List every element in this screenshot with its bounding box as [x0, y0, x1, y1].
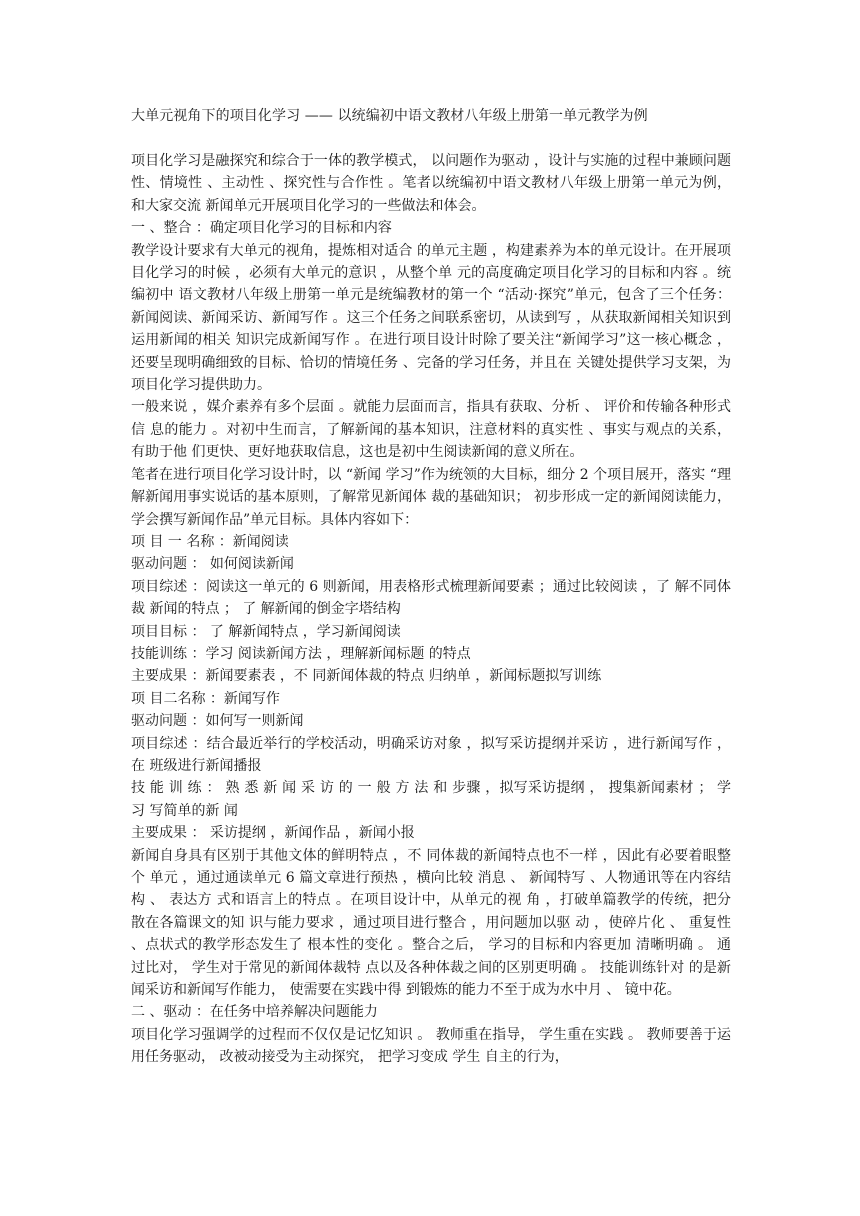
paragraph: 项目化学习强调学的过程而不仅仅是记忆知识 。 教师重在指导， 学生重在实践 。 教师要善于运 用任务驱动， 改被动接受为主动探究， 把学习变成 学生 自主的行为， — [131, 1026, 731, 1066]
section-heading-2: 二 、驱动 ：在任务中培养解决问题能力 — [131, 1004, 378, 1021]
project-one-overview: 项目综述 ：阅读这一单元的 6 则新闻，用表格形式梳理新闻要素 ；通过比较阅读 ，了 解不同体裁 新闻的特点 ； 了 解新闻的倒金字塔结构 — [131, 578, 731, 618]
project-one-outcomes: 主要成果 ：新闻要素表 ，不 同新闻体裁的特点 归纳单 ，新闻标题拟写训练 — [131, 668, 602, 685]
paragraph: 一般来说 ，媒介素养有多个层面 。就能力层面而言，指具有获取、分析 、 评价和传输各种形式信 息的能力 。对初中生而言，了解新闻的基本知识，注意材料的真实性 、事实与观点的关系，有助于他 们更快、更好地获取信息，这也是初中生阅读新闻的意义所在。 — [131, 399, 731, 461]
project-one-driving-question: 驱动问题 ： 如何阅读新闻 — [131, 556, 294, 573]
document-body — [131, 150, 731, 1069]
project-one-goal: 项目目标 ： 了 解新闻特点 ，学习新闻阅读 — [131, 623, 401, 640]
project-two-driving-question: 驱动问题 ：如何写一则新闻 — [131, 713, 304, 730]
paragraph: 笔者在进行项目化学习设计时，以 “新闻 学习”作为统领的大目标，细分 2 个项目展开，落实 “理解新闻用事实说话的基本原则，了解常见新闻体 裁的基础知识； 初步形成一定的新闻阅读能力， 学会撰写新闻作品”单元目标。具体内容如下： — [131, 466, 731, 528]
project-one-skill-training: 技能训练 ：学习 阅读新闻方法 ，理解新闻标题 的特点 — [131, 645, 471, 662]
project-one-name: 项 目 一 名称 ：新闻阅读 — [131, 533, 289, 550]
project-two-skill-training: 技 能 训 练 ： 熟 悉 新 闻 采 访 的 一 般 方 法 和 步骤 ，拟写采访提纲 ， 搜集新闻素材 ； 学习 写简单的新 闻 — [131, 780, 731, 819]
section-heading-1: 一 、整合 ：确定项目化学习的目标和内容 — [131, 220, 392, 237]
paragraph: 教学设计要求有大单元的视角，提炼相对适合 的单元主题 ，构建素养为本的单元设计。在开展项目化学习的时候 ，必须有大单元的意识 ，从整个单 元的高度确定项目化学习的目标和内容 。统编初中 语文教材八年级上册第一单元是统编教材的第一个 “活动·探究”单元，包含了三个任务：新闻阅读、新闻采访、新闻写作 。这三个任务之间联系密切，从读到写 ，从获取新闻相关知识到运用新闻的相关 知识完成新闻写作 。在进行项目设计时除了要关注“新闻学习”这一核心概念 ，还要呈现明确细致的目标、恰切的情境任务 、完备的学习任务，并且在 关键处提供学习支架，为项目化学习提供助力。 — [131, 242, 731, 394]
paragraph: 新闻自身具有区别于其他文体的鲜明特点 ，不 同体裁的新闻特点也不一样 ，因此有必要着眼整个 单元 ，通过通读单元 6 篇文章进行预热 ，横向比较 消息 、 新闻特写 、人物通讯等在内容结构 、 表达方 式和语言上的特点 。在项目设计中，从单元的视 角 ，打破单篇教学的传统，把分散在各篇课文的知 识与能力要求 ，通过项目进行整合 ，用问题加以驱 动 ，使碎片化 、 重复性 、点状式的教学形态发生了 根本性的变化 。整合之后， 学习的目标和内容更加 清晰明确 。 通过比对， 学生对于常见的新闻体裁特 点以及各种体裁之间的区别更明确 。 技能训练针对 的是新闻采访和新闻写作能力， 使需要在实践中得 到锻炼的能力不至于成为水中月 、 镜中花。 — [131, 847, 731, 999]
project-two-overview: 项目综述 ：结合最近举行的学校活动，明确采访对象 ，拟写采访提纲并采访 ，进行新闻写作 ，在 班级进行新闻播报 — [131, 735, 731, 774]
project-two-outcomes: 主要成果 ： 采访提纲 ，新闻作品 ，新闻小报 — [131, 825, 415, 842]
paragraph-intro: 项目化学习是融探究和综合于一体的教学模式， 以问题作为驱动 ，设计与实施的过程中兼顾问题性、情境性 、主动性 、探究性与合作性 。笔者以统编初中语文教材八年级上册第一单元为例， 和大家交流 新闻单元开展项目化学习的一些做法和体会。 — [131, 153, 731, 214]
project-two-name: 项 目二名称 ：新闻写作 — [131, 690, 280, 707]
document-title: 大单元视角下的项目化学习 —— 以统编初中语文教材八年级上册第一单元教学为例 — [131, 108, 648, 124]
